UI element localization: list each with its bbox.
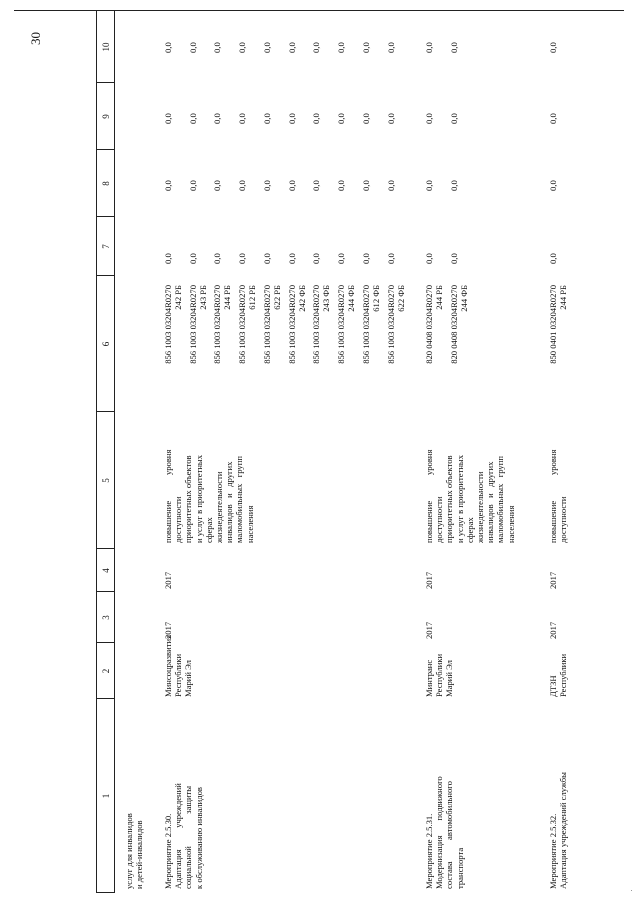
row1-col10-4: 0,0 <box>237 42 247 53</box>
row2-end-year: 2017 <box>424 571 434 589</box>
row1-col8-3: 0,0 <box>212 180 222 191</box>
row3-col9-1: 0,0 <box>548 113 558 124</box>
row1-col7-3: 0,0 <box>212 253 222 264</box>
table-top-border <box>96 11 97 893</box>
row3-col8-1: 0,0 <box>548 180 558 191</box>
row2-col8-2: 0,0 <box>449 180 459 191</box>
col-header-3: 3 <box>101 615 111 620</box>
row1-code-5: 856 1003 03204R0270 622 РБ <box>262 285 283 364</box>
col-header-7: 7 <box>101 244 111 249</box>
row3-executor: ДТЗН Республики <box>548 653 569 697</box>
row1-col8-8: 0,0 <box>336 180 346 191</box>
row3-result: повышение уровня доступности <box>548 449 569 543</box>
row1-col7-10: 0,0 <box>386 253 396 264</box>
row1-col7-7: 0,0 <box>311 253 321 264</box>
row1-code-3: 856 1003 03204R0270 244 РБ <box>212 285 233 364</box>
row1-col7-4: 0,0 <box>237 253 247 264</box>
row1-col10-9: 0,0 <box>361 42 371 53</box>
row1-executor: Минсоцразвития Республики Марий Эл <box>163 634 194 697</box>
row1-col9-1: 0,0 <box>163 113 173 124</box>
row1-col7-6: 0,0 <box>287 253 297 264</box>
row1-col9-3: 0,0 <box>212 113 222 124</box>
col-header-1: 1 <box>101 793 111 799</box>
row2-col9-1: 0,0 <box>424 113 434 124</box>
row3-col10-1: 0,0 <box>548 42 558 53</box>
row1-col10-10: 0,0 <box>386 42 396 53</box>
col-header-5: 5 <box>101 478 111 483</box>
continuation-col1: услуг для инвалидов и детей-инвалидов <box>124 813 145 889</box>
row1-col9-4: 0,0 <box>237 113 247 124</box>
row1-code-6: 856 1003 03204R0270 242 ФБ <box>287 285 308 364</box>
row1-code-7: 856 1003 03204R0270 243 ФБ <box>311 285 332 364</box>
row2-col8-1: 0,0 <box>424 180 434 191</box>
col-header-2: 2 <box>101 668 111 674</box>
row1-col10-7: 0,0 <box>311 42 321 53</box>
row1-code-10: 856 1003 03204R0270 622 ФБ <box>386 285 407 364</box>
row1-col8-1: 0,0 <box>163 180 173 191</box>
page-number: 30 <box>28 32 43 45</box>
row1-col8-2: 0,0 <box>188 180 198 191</box>
row1-col8-9: 0,0 <box>361 180 371 191</box>
col-header-4: 4 <box>101 568 111 573</box>
row2-col7-2: 0,0 <box>449 253 459 264</box>
row2-executor: Минтранс Республики Марий Эл <box>424 653 455 697</box>
row3-start-year: 2017 <box>548 621 558 639</box>
table-header-bottom-border <box>114 11 115 893</box>
row1-col10-1: 0,0 <box>163 42 173 53</box>
row2-measure: Мероприятие 2.5.31. Модернизация подвижного состава автомобильного транспорта <box>424 776 465 889</box>
row1-code-1: 856 1003 03204R0270 242 РБ <box>163 285 184 364</box>
row2-col9-2: 0,0 <box>449 113 459 124</box>
row1-col8-10: 0,0 <box>386 180 396 191</box>
row1-col8-4: 0,0 <box>237 180 247 191</box>
row1-code-8: 856 1003 03204R0270 244 ФБ <box>336 285 357 364</box>
row1-col10-8: 0,0 <box>336 42 346 53</box>
row1-col10-6: 0,0 <box>287 42 297 53</box>
row1-col9-2: 0,0 <box>188 113 198 124</box>
scan-speck <box>631 890 632 891</box>
row2-code-1: 820 0408 03204R0270 244 РБ <box>424 285 445 364</box>
row1-col7-5: 0,0 <box>262 253 272 264</box>
col-header-6: 6 <box>101 341 111 347</box>
row2-start-year: 2017 <box>424 621 434 639</box>
row1-col7-1: 0,0 <box>163 253 173 264</box>
row2-result: повышение уровня доступности приоритетных объектов и услуг в приоритетных сферах жизнедеятельности инвалидов и других маломобильных групп населения <box>424 449 516 543</box>
row1-col7-9: 0,0 <box>361 253 371 264</box>
row1-code-2: 856 1003 03204R0270 243 РБ <box>188 285 209 364</box>
row1-start-year: 2017 <box>163 621 173 639</box>
row3-measure: Мероприятие 2.5.32. Адаптация учреждений службы <box>548 772 569 889</box>
col-header-10: 10 <box>101 42 111 52</box>
row1-col9-10: 0,0 <box>386 113 396 124</box>
col-header-8: 8 <box>101 181 111 186</box>
row1-result: повышение уровня доступности приоритетных объектов и услуг в приоритетных сферах жизнедеятельности инвалидов и других маломобильных групп населения <box>163 449 255 543</box>
col-header-9: 9 <box>101 114 111 119</box>
row2-col7-1: 0,0 <box>424 253 434 264</box>
row1-col8-5: 0,0 <box>262 180 272 191</box>
row2-col10-2: 0,0 <box>449 42 459 53</box>
row2-col10-1: 0,0 <box>424 42 434 53</box>
row1-end-year: 2017 <box>163 571 173 589</box>
row1-col9-8: 0,0 <box>336 113 346 124</box>
row1-col9-6: 0,0 <box>287 113 297 124</box>
row1-measure: Мероприятие 2.5.30. Адаптация учреждений социальной защиты к обслуживанию инвалидов <box>163 783 204 889</box>
row1-code-4: 856 1003 03204R0270 612 РБ <box>237 285 258 364</box>
row1-code-9: 856 1003 03204R0270 612 ФБ <box>361 285 382 364</box>
row1-col9-9: 0,0 <box>361 113 371 124</box>
row1-col10-2: 0,0 <box>188 42 198 53</box>
row3-col7-1: 0,0 <box>548 253 558 264</box>
row1-col10-3: 0,0 <box>212 42 222 53</box>
row2-code-2: 820 0408 03204R0270 244 ФБ <box>449 285 470 364</box>
row3-code-1: 850 0401 03204R0270 244 РБ <box>548 285 569 364</box>
row3-end-year: 2017 <box>548 571 558 589</box>
row1-col8-6: 0,0 <box>287 180 297 191</box>
row1-col8-7: 0,0 <box>311 180 321 191</box>
row1-col10-5: 0,0 <box>262 42 272 53</box>
row1-col9-5: 0,0 <box>262 113 272 124</box>
row1-col9-7: 0,0 <box>311 113 321 124</box>
row1-col7-2: 0,0 <box>188 253 198 264</box>
row1-col7-8: 0,0 <box>336 253 346 264</box>
